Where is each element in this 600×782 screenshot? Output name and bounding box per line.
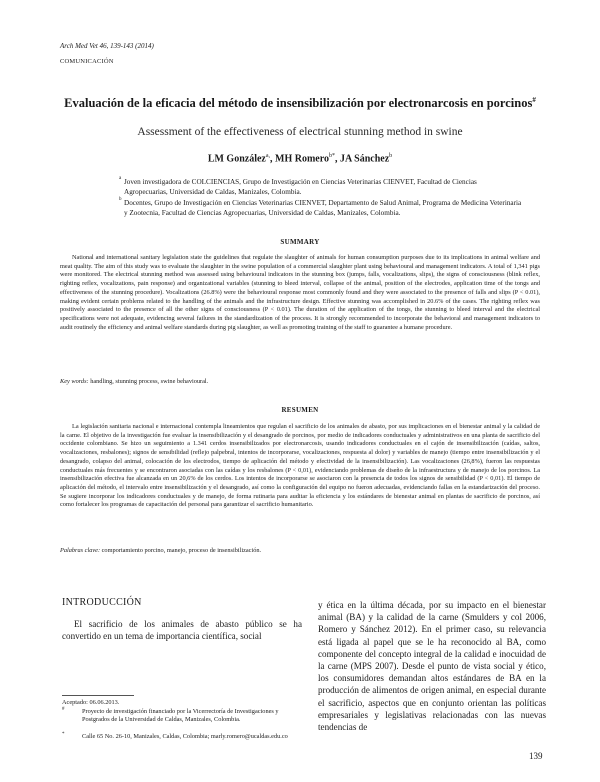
introduction-right-column: y ética en la última década, por su impacto en el bienestar animal (BA) y la calidad de la carne (Smulders y col 2006, Romero y Sánchez 2012). En el primer caso, su relevancia está ligada al papel que se le ha reconocido al BA, como componente del concepto integral de la calidad e inocuidad de la carne (MPS 2007). Desde el punto de vista social y ético, los consumidores demandan altos estándares de BA en la producción de alimentos de origen animal, en especial durante el sacrificio, aspectos que en conjunto orientan las políticas empresariales y legislativas relacionadas con las nuevas tendencias de <box>318 600 546 733</box>
page-number: 139 <box>529 751 543 761</box>
english-keywords <box>60 378 540 385</box>
summary-heading: SUMMARY <box>280 238 320 246</box>
keywords-label: Palabras clave: <box>60 547 101 554</box>
title-footnote-mark: # <box>532 96 536 104</box>
affiliation-b <box>119 197 524 218</box>
affiliation-text: Docentes, Grupo de Investigación en Ciencias Veterinarias CIENVET, Departamento de Salud Animal, Programa de Medicina Veterinaria y Zootecnia, Facultad de Ciencias Agropecuarias, Universidad de Caldas, Manizales, Colombia. <box>124 199 522 217</box>
affiliation-mark: a <box>119 176 122 181</box>
author-separator: , <box>335 153 340 165</box>
author-separator: , <box>270 153 276 165</box>
keywords-text: handling, stunning process, swine behavioural. <box>90 378 209 385</box>
resumen-abstract: La legislación sanitaria nacional e internacional contempla lineamientos que regulan el sacrificio de los animales de abasto, por sus implicaciones en el bienestar animal y la calidad de la carne. El objetivo de la investigación fue evaluar la insensibilización y el desangrado de porcinos, por medio de indicadores conductuales y administrativos en una planta de sacrificio del occidente colombiano. Se hizo un seguimiento a 1.341 cerdos insensibilizados por electronarcosis, usando indicadores conductuales en el cajón de insensibilización (caídas, saltos, vocalizaciones, resbalones); signos de sensibilidad (reflejo palpebral, intentos de incorporarse, vocalizaciones, respuesta al dolor) y variables de manejo (tiempo entre insensibilización y el desangrado, colapso del animal, colocación de los electrodos, tiempo de aplicación del método y efectividad de la insensibilización). Las vocalizaciones (26,8%), fueron las respuestas conductuales más frecuentes y se encontraron asociadas con las caídas y los resbalones (P < 0,01), evidenciando problemas de diseño de la infraestructura y de manejo de los porcinos. La insensibilización efectiva fue alcanzada en un 20,6% de los cerdos. Los intentos de incorporarse se asociaron con la presencia de todos los signos de sensibilidad (P < 0,01). El tiempo de aplicación del método, el intervalo entre insensibilización y el desangrado, así como la configuración del equipo no fueron adecuadas, evidenciando fallas en la estandarización del proceso. Se sugiere incorporar los indicadores conductuales y de manejo, de forma rutinaria para auditar la eficiencia y los estándares de bienestar animal en plantas de sacrificio de porcinos, así como fortalecer los programas de capacitación del personal para garantizar el sacrificio humanitario. <box>60 423 540 509</box>
footnote-mark: # <box>62 707 65 712</box>
section-label: COMUNICACIÓN <box>60 58 114 65</box>
affiliation-a <box>119 176 504 197</box>
accepted-date: Aceptado: 06.06.2013. <box>62 699 120 706</box>
keywords-label: Key words: <box>60 378 89 385</box>
affiliation-mark: b <box>119 197 122 202</box>
author-affiliation-mark: b <box>389 153 393 159</box>
title-text: Evaluación de la eficacia del método de insensibilización por electronarcosis en porcinos <box>64 96 533 111</box>
footnote-text: Calle 65 No. 26-10, Manizales, Caldas, Colombia; marly.romero@ucaldas.edu.co <box>82 733 288 740</box>
journal-citation: Arch Med Vet 46, 139-143 (2014) <box>60 42 154 50</box>
author-name: MH Romero <box>275 153 329 165</box>
footnote-mark: * <box>62 732 65 737</box>
author-name: LM González <box>207 153 266 165</box>
article-title-spanish <box>40 96 560 111</box>
footnote-funding <box>62 708 302 724</box>
spanish-keywords <box>60 547 540 554</box>
author-name: JA Sánchez <box>340 153 390 165</box>
article-title-english: Assessment of the effectiveness of electrical stunning method in swine <box>137 126 463 138</box>
author-list <box>40 153 560 164</box>
introduction-left-column: El sacrificio de los animales de abasto público se ha convertido en un tema de importancia científica, social <box>62 619 302 642</box>
footnote-text: Proyecto de investigación financiado por la Vicerrectoría de Investigaciones y Postgrados de la Universidad de Caldas, Manizales, Colombia. <box>82 708 279 724</box>
footnote-divider <box>62 695 134 696</box>
keywords-text: comportamiento porcino, manejo, proceso de insensibilización. <box>101 547 262 554</box>
author-affiliation-mark: b* <box>329 153 335 159</box>
introduction-heading: INTRODUCCIÓN <box>62 597 142 608</box>
author-affiliation-mark: a, <box>265 153 271 159</box>
summary-abstract: National and international sanitary legislation state the guidelines that regulate the slaughter of animals for human consumption purposes due to its implications in animal welfare and meat quality. The aim of this study was to evaluate the slaughter in the swine population of a commercial slaughter plant using behavioural and management indicators. A total of 1,341 pigs were monitored. The electrical stunning method was assessed using behavioural indicators in the stunning box (jumps, falls, vocalizations, slips), the signs of consciousness (blink reflex, righting reflex, vocalizations, pain response) and organizational variables (stunning to bleed interval, collapse of the animal, position of the electrodes, application time of the tongs and effectiveness of the stunning procedure). Vocalizations (26.8%) were the behavioural response most commonly found and they were associated to the presence of falls and slips (P < 0.01), making evident certain problems related to the handling of the animals and the infrastructure design. Effective stunning was accomplished in 20.6% of the cases. The righting reflex was positively associated to the presence of all the other signs of consciousness (P < 0.01). The duration of the application of the tongs, the stunning to bleed interval and the electrical specifications were not adequate, evidencing several failures in the standardization of the process. It is strongly recommended to incorporate the behavioral and management indicators to audit routinely the efficiency and animal welfare standards during pig slaughter, as well as promoting training of the staff to guarantee a humane procedure. <box>60 254 540 331</box>
affiliation-text: Joven investigadora de COLCIENCIAS, Grupo de Investigación en Ciencias Veterinarias CIENVET, Facultad de Ciencias Agropecuarias, Universidad de Caldas, Manizales, Colombia. <box>124 178 477 196</box>
resumen-heading: RESUMEN <box>281 406 319 414</box>
footnote-correspondence <box>62 733 302 741</box>
